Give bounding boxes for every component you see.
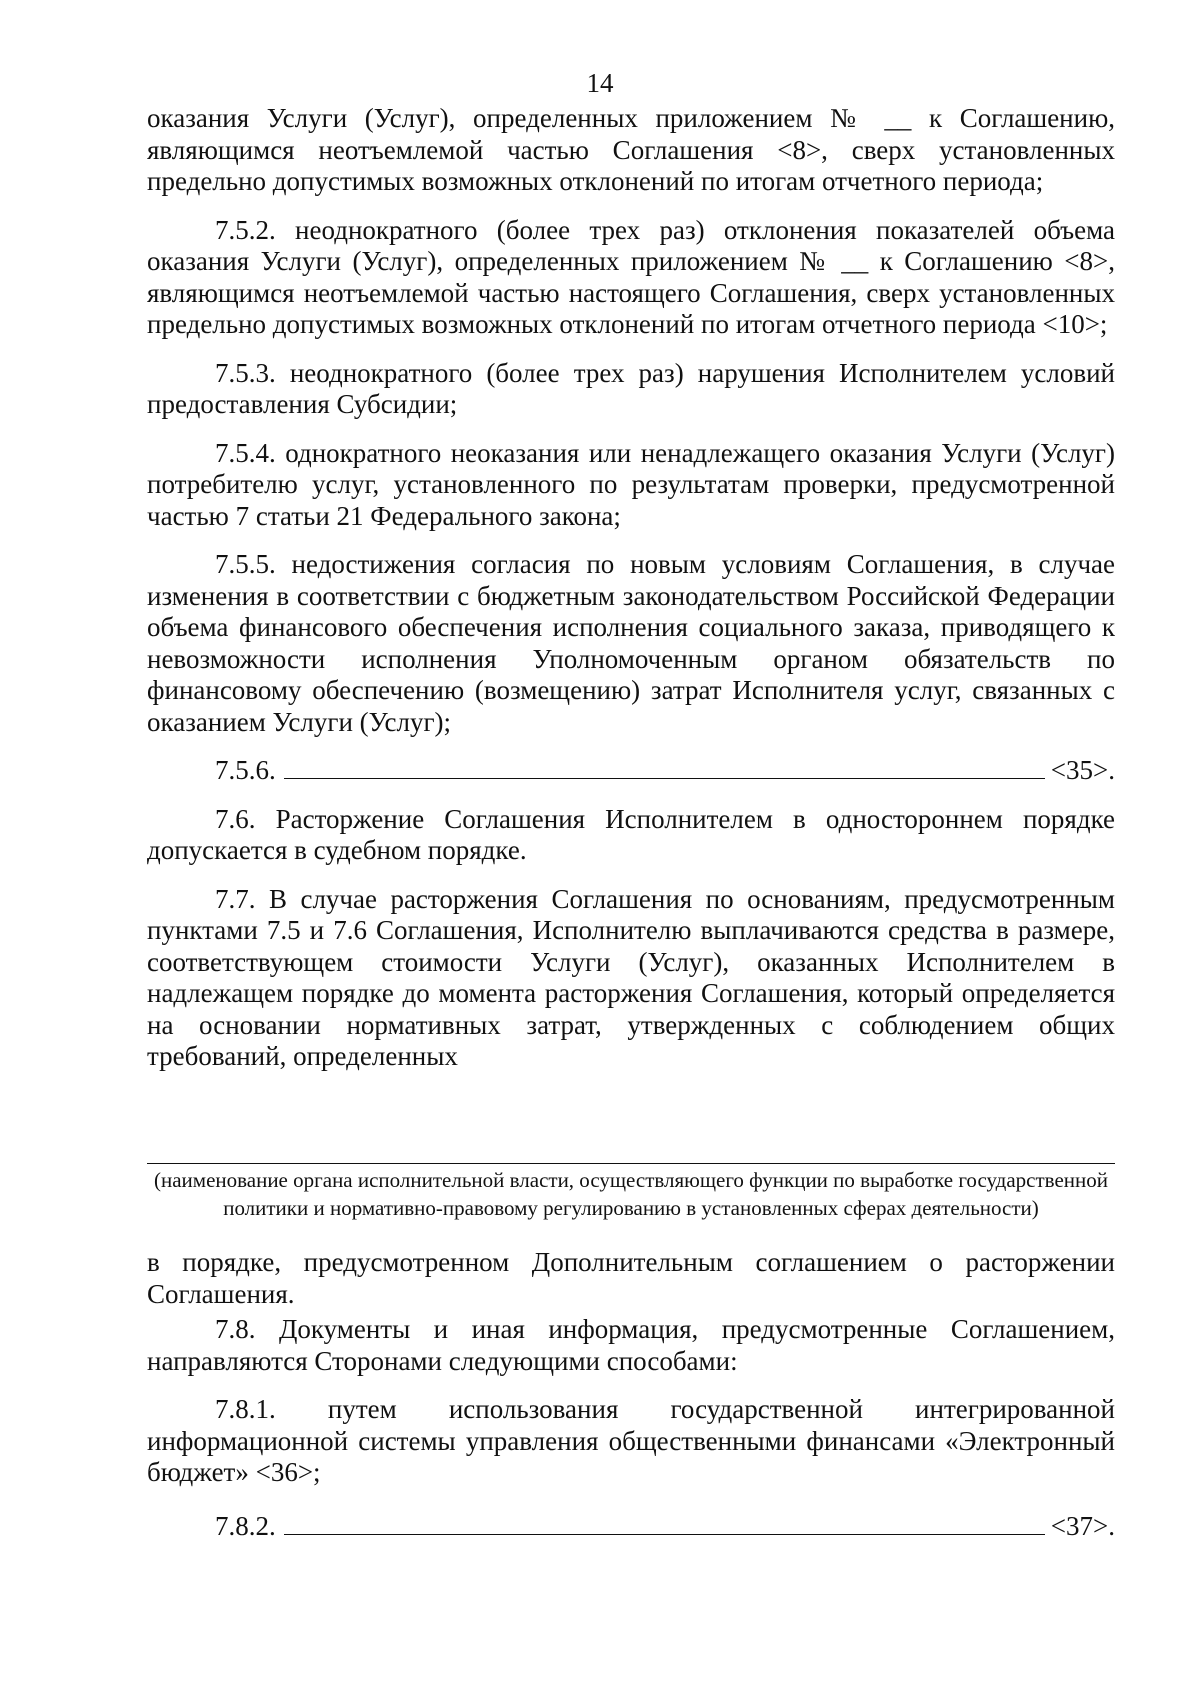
document-body-continued: [147, 1247, 1115, 1542]
blank-fill-line: [284, 756, 1045, 779]
paragraph-7-5-2: 7.5.2. неоднократного (более трех раз) отклонения показателей объема оказания Услуги (Услуг), определенных приложением № __ к Соглашению <8>, являющимся неотъемлемой частью настоящего Соглашения, сверх установленных предельно допустимых возможных отклонений по итогам отчетного периода <10>;: [147, 214, 1115, 339]
paragraph-7-5-4: 7.5.4. однократного неоказания или ненадлежащего оказания Услуги (Услуг) потребителю услуг, установленного по результатам проверки, предусмотренной частью 7 статьи 21 Федерального закона;: [147, 437, 1115, 531]
blank-fill-line: [284, 1512, 1045, 1535]
footnote-caption: (наименование органа исполнительной власти, осуществляющего функции по выработке государственной политики и нормативно-правовому регулированию в установленных сферах деятельности): [153, 1168, 1109, 1220]
paragraph-7-7-continuation: в порядке, предусмотренном Дополнительным соглашением о расторжении Соглашения.: [147, 1247, 1115, 1309]
blank-item-label: 7.8.2.: [215, 1510, 276, 1541]
paragraph-7-6: 7.6. Расторжение Соглашения Исполнителем в одностороннем порядке допускается в судебном порядке.: [147, 803, 1115, 865]
paragraph-7-5-1-continuation: оказания Услуги (Услуг), определенных приложением № __ к Соглашению, являющимся неотъемлемой частью Соглашения <8>, сверх установленных предельно допустимых возможных отклонений по итогам отчетного периода;: [147, 103, 1115, 196]
paragraph-7-5-6-blank: [147, 755, 1115, 787]
paragraph-7-8: 7.8. Документы и иная информация, предусмотренные Соглашением, направляются Сторонами следующими способами:: [147, 1314, 1115, 1376]
blank-item-label: 7.5.6.: [215, 755, 276, 785]
page-number: 14: [586, 68, 614, 98]
paragraph-7-7: 7.7. В случае расторжения Соглашения по основаниям, предусмотренным пунктами 7.5 и 7.6 Соглашения, Исполнителю выплачиваются средства в размере, соответствующем стоимости Услуги (Услуг), оказанных Исполнителем в надлежащем порядке до момента расторжения Соглашения, который определяется на основании нормативных затрат, утвержденных с соблюдением общих требований, определенных: [147, 883, 1115, 1071]
document-body: [147, 103, 1115, 1073]
blank-item-ref: <37>.: [1050, 1510, 1115, 1541]
blank-item-ref: <35>.: [1050, 755, 1115, 785]
paragraph-7-5-5: 7.5.5. недостижения согласия по новым условиям Соглашения, в случае изменения в соответствии с бюджетным законодательством Российской Федерации объема финансового обеспечения исполнения социального заказа, приводящего к невозможности исполнения Уполномоченным органом обязательств по финансовому обеспечению (возмещению) затрат Исполнителя услуг, связанных с оказанием Услуги (Услуг);: [147, 549, 1115, 737]
paragraph-7-8-1: 7.8.1. путем использования государственной интегрированной информационной системы управления общественными финансами «Электронный бюджет» <36>;: [147, 1394, 1115, 1487]
paragraph-7-5-3: 7.5.3. неоднократного (более трех раз) нарушения Исполнителем условий предоставления Субсидии;: [147, 357, 1115, 419]
paragraph-7-8-2-blank: [147, 1511, 1115, 1543]
footnote-rule: [147, 1163, 1115, 1164]
